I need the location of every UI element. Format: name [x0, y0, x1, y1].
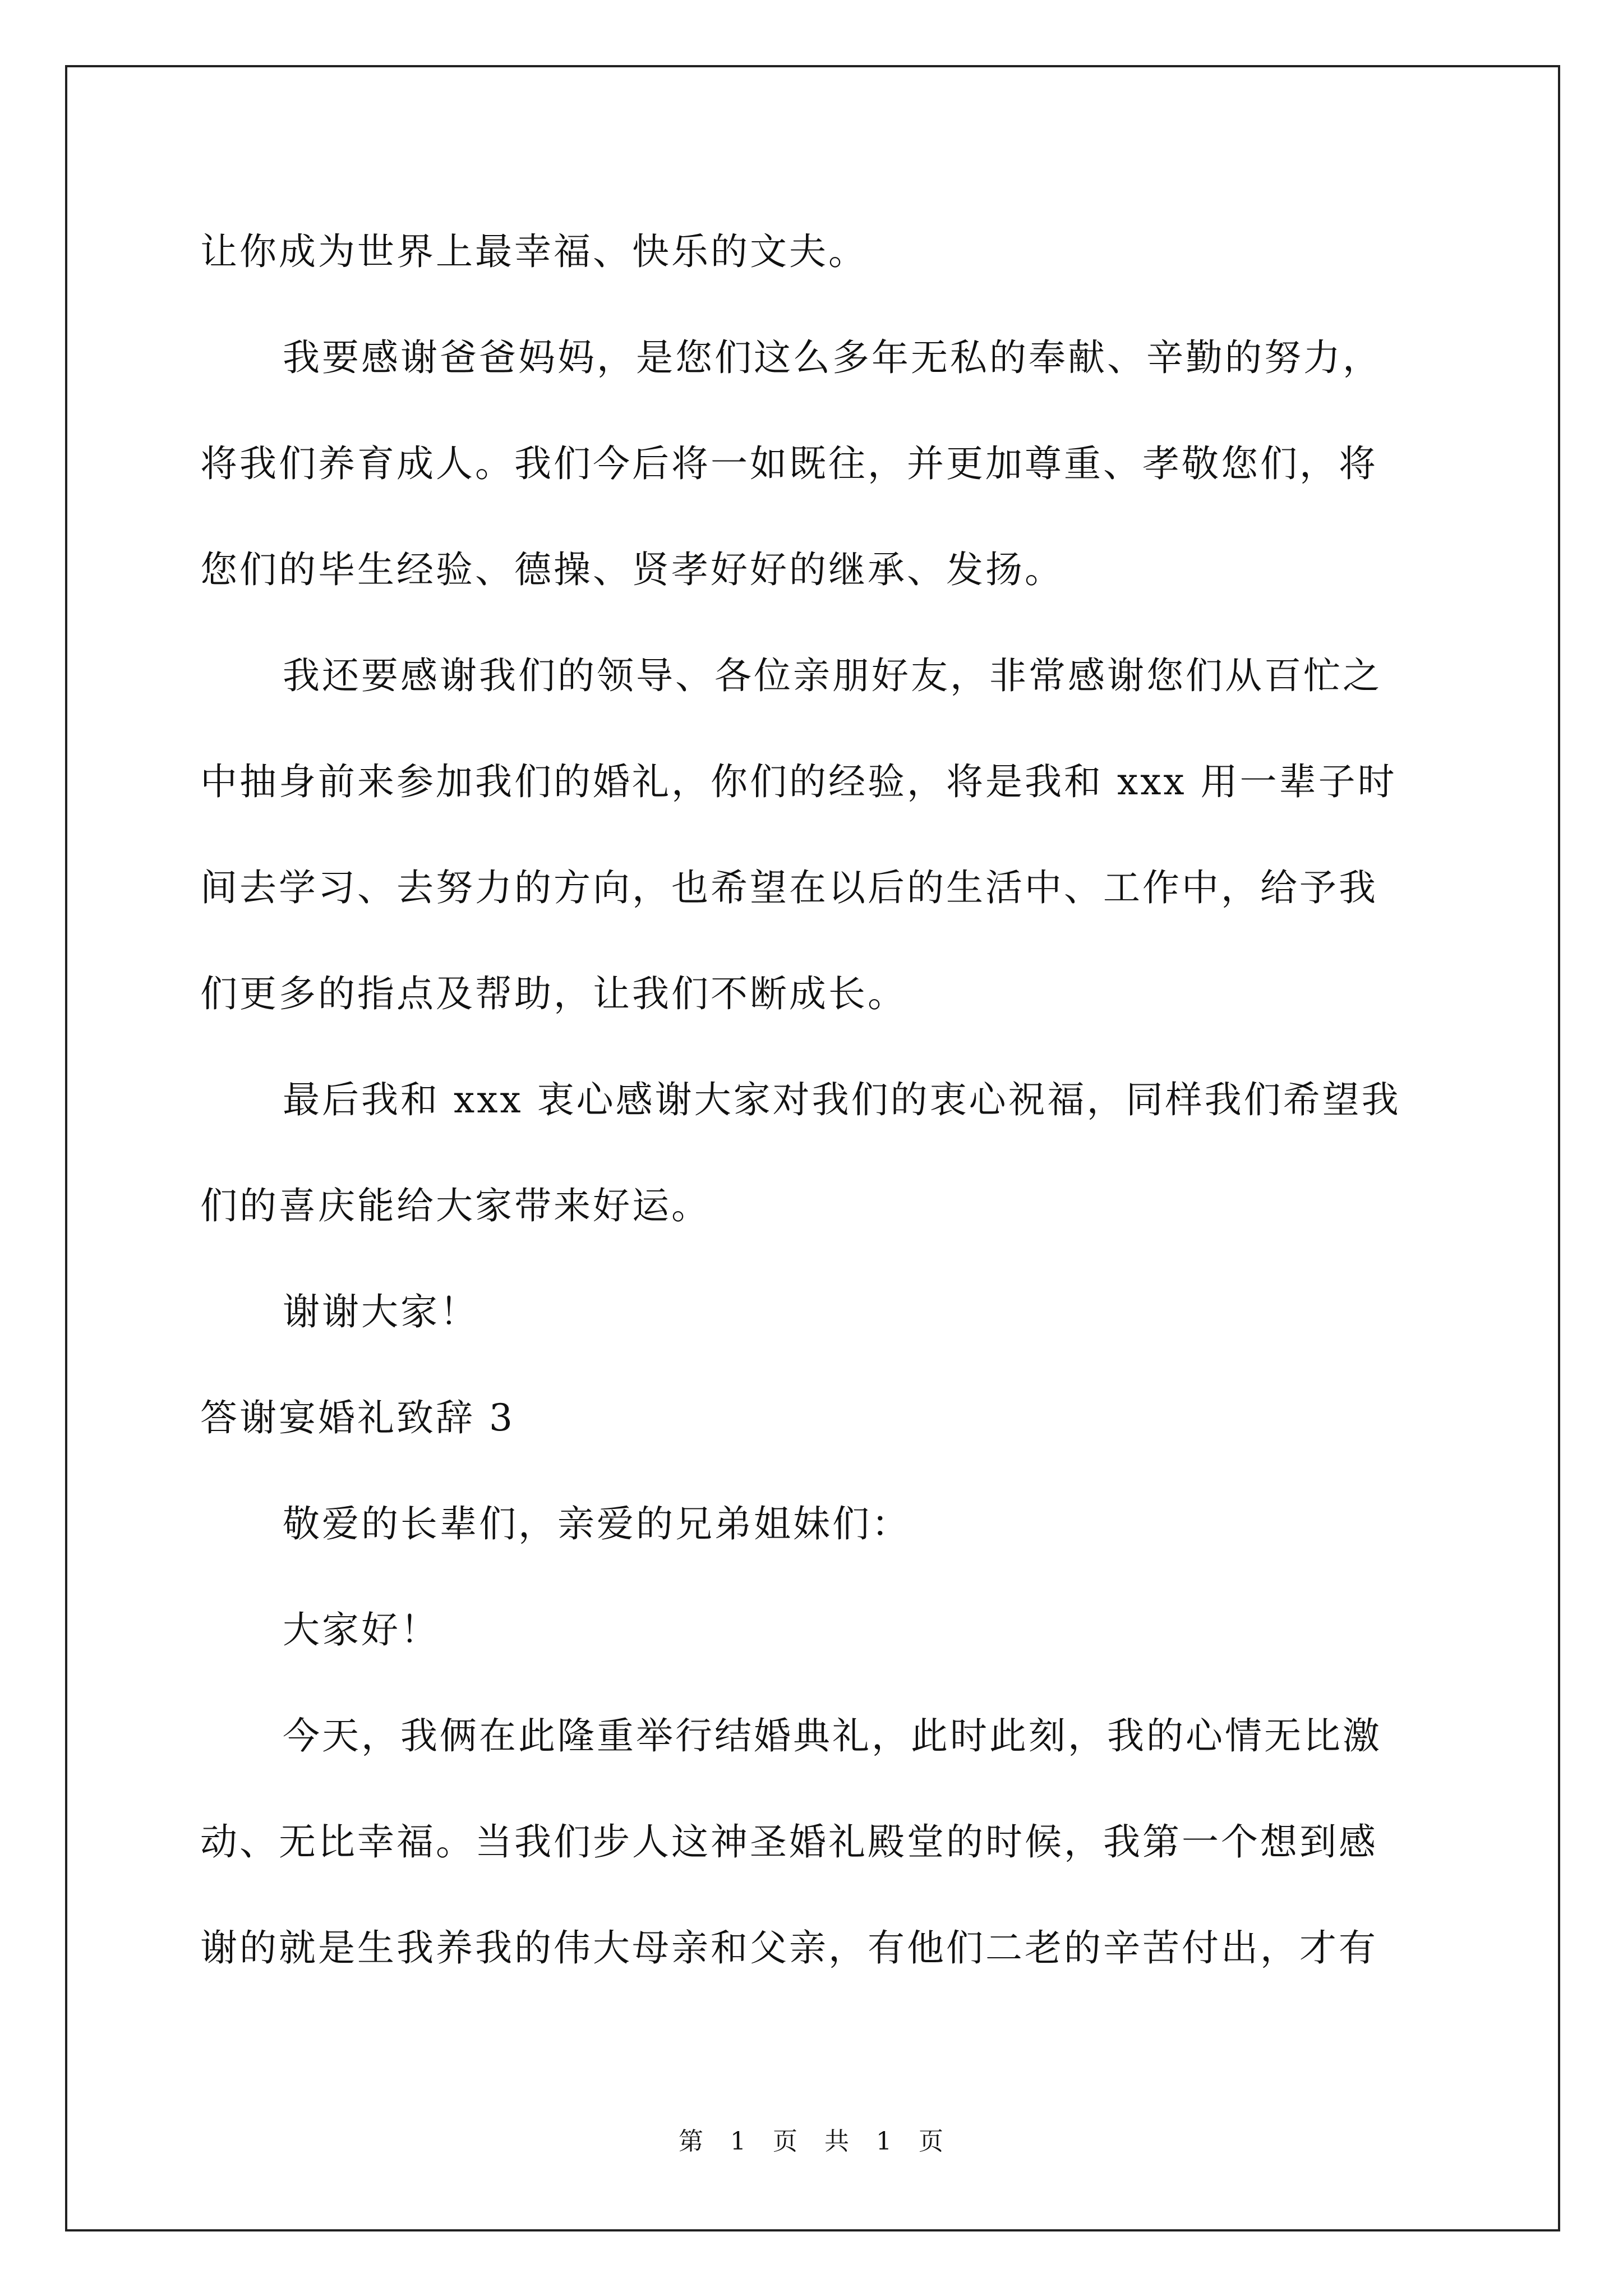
text-line-3: 将我们养育成人。我们今后将一如既往，并更加尊重、孝敬您们，将 — [200, 442, 1378, 485]
text-line-6: 中抽身前来参加我们的婚礼，你们的经验，将是我和 xxx 用一辈子时 — [200, 760, 1397, 803]
text-line-8: 们更多的指点及帮助，让我们不断成长。 — [200, 972, 907, 1015]
text-line-1: 让你成为世界上最幸福、快乐的文夫。 — [200, 230, 868, 273]
text-line-7: 间去学习、去努力的方向，也希望在以后的生活中、工作中，给予我 — [200, 866, 1378, 909]
page-frame — [65, 65, 1560, 2231]
text-line-16: 动、无比幸福。当我们步人这神圣婚礼殿堂的时候，我第一个想到感 — [200, 1820, 1378, 1864]
text-line-2: 我要感谢爸爸妈妈，是您们这么多年无私的奉献、辛勤的努力， — [283, 336, 1382, 379]
text-line-17: 谢的就是生我养我的伟大母亲和父亲，有他们二老的辛苦付出，才有 — [200, 1926, 1378, 1970]
text-line-14: 大家好！ — [283, 1608, 440, 1651]
text-line-5: 我还要感谢我们的领导、各位亲朋好友，非常感谢您们从百忙之 — [283, 654, 1382, 697]
text-line-15: 今天，我俩在此隆重举行结婚典礼，此时此刻，我的心情无比激 — [283, 1714, 1382, 1757]
page-number-footer: 第 1 页 共 1 页 — [679, 2127, 944, 2156]
text-line-9: 最后我和 xxx 衷心感谢大家对我们的衷心祝福，同样我们希望我 — [283, 1078, 1401, 1121]
text-line-13: 敬爱的长辈们，亲爱的兄弟姐妹们： — [283, 1502, 911, 1545]
text-line-11: 谢谢大家！ — [283, 1290, 479, 1333]
text-line-10: 们的喜庆能给大家带来好运。 — [200, 1184, 711, 1227]
text-line-4: 您们的毕生经验、德操、贤孝好好的继承、发扬。 — [200, 548, 1064, 591]
section-heading: 答谢宴婚礼致辞 3 — [200, 1396, 515, 1439]
